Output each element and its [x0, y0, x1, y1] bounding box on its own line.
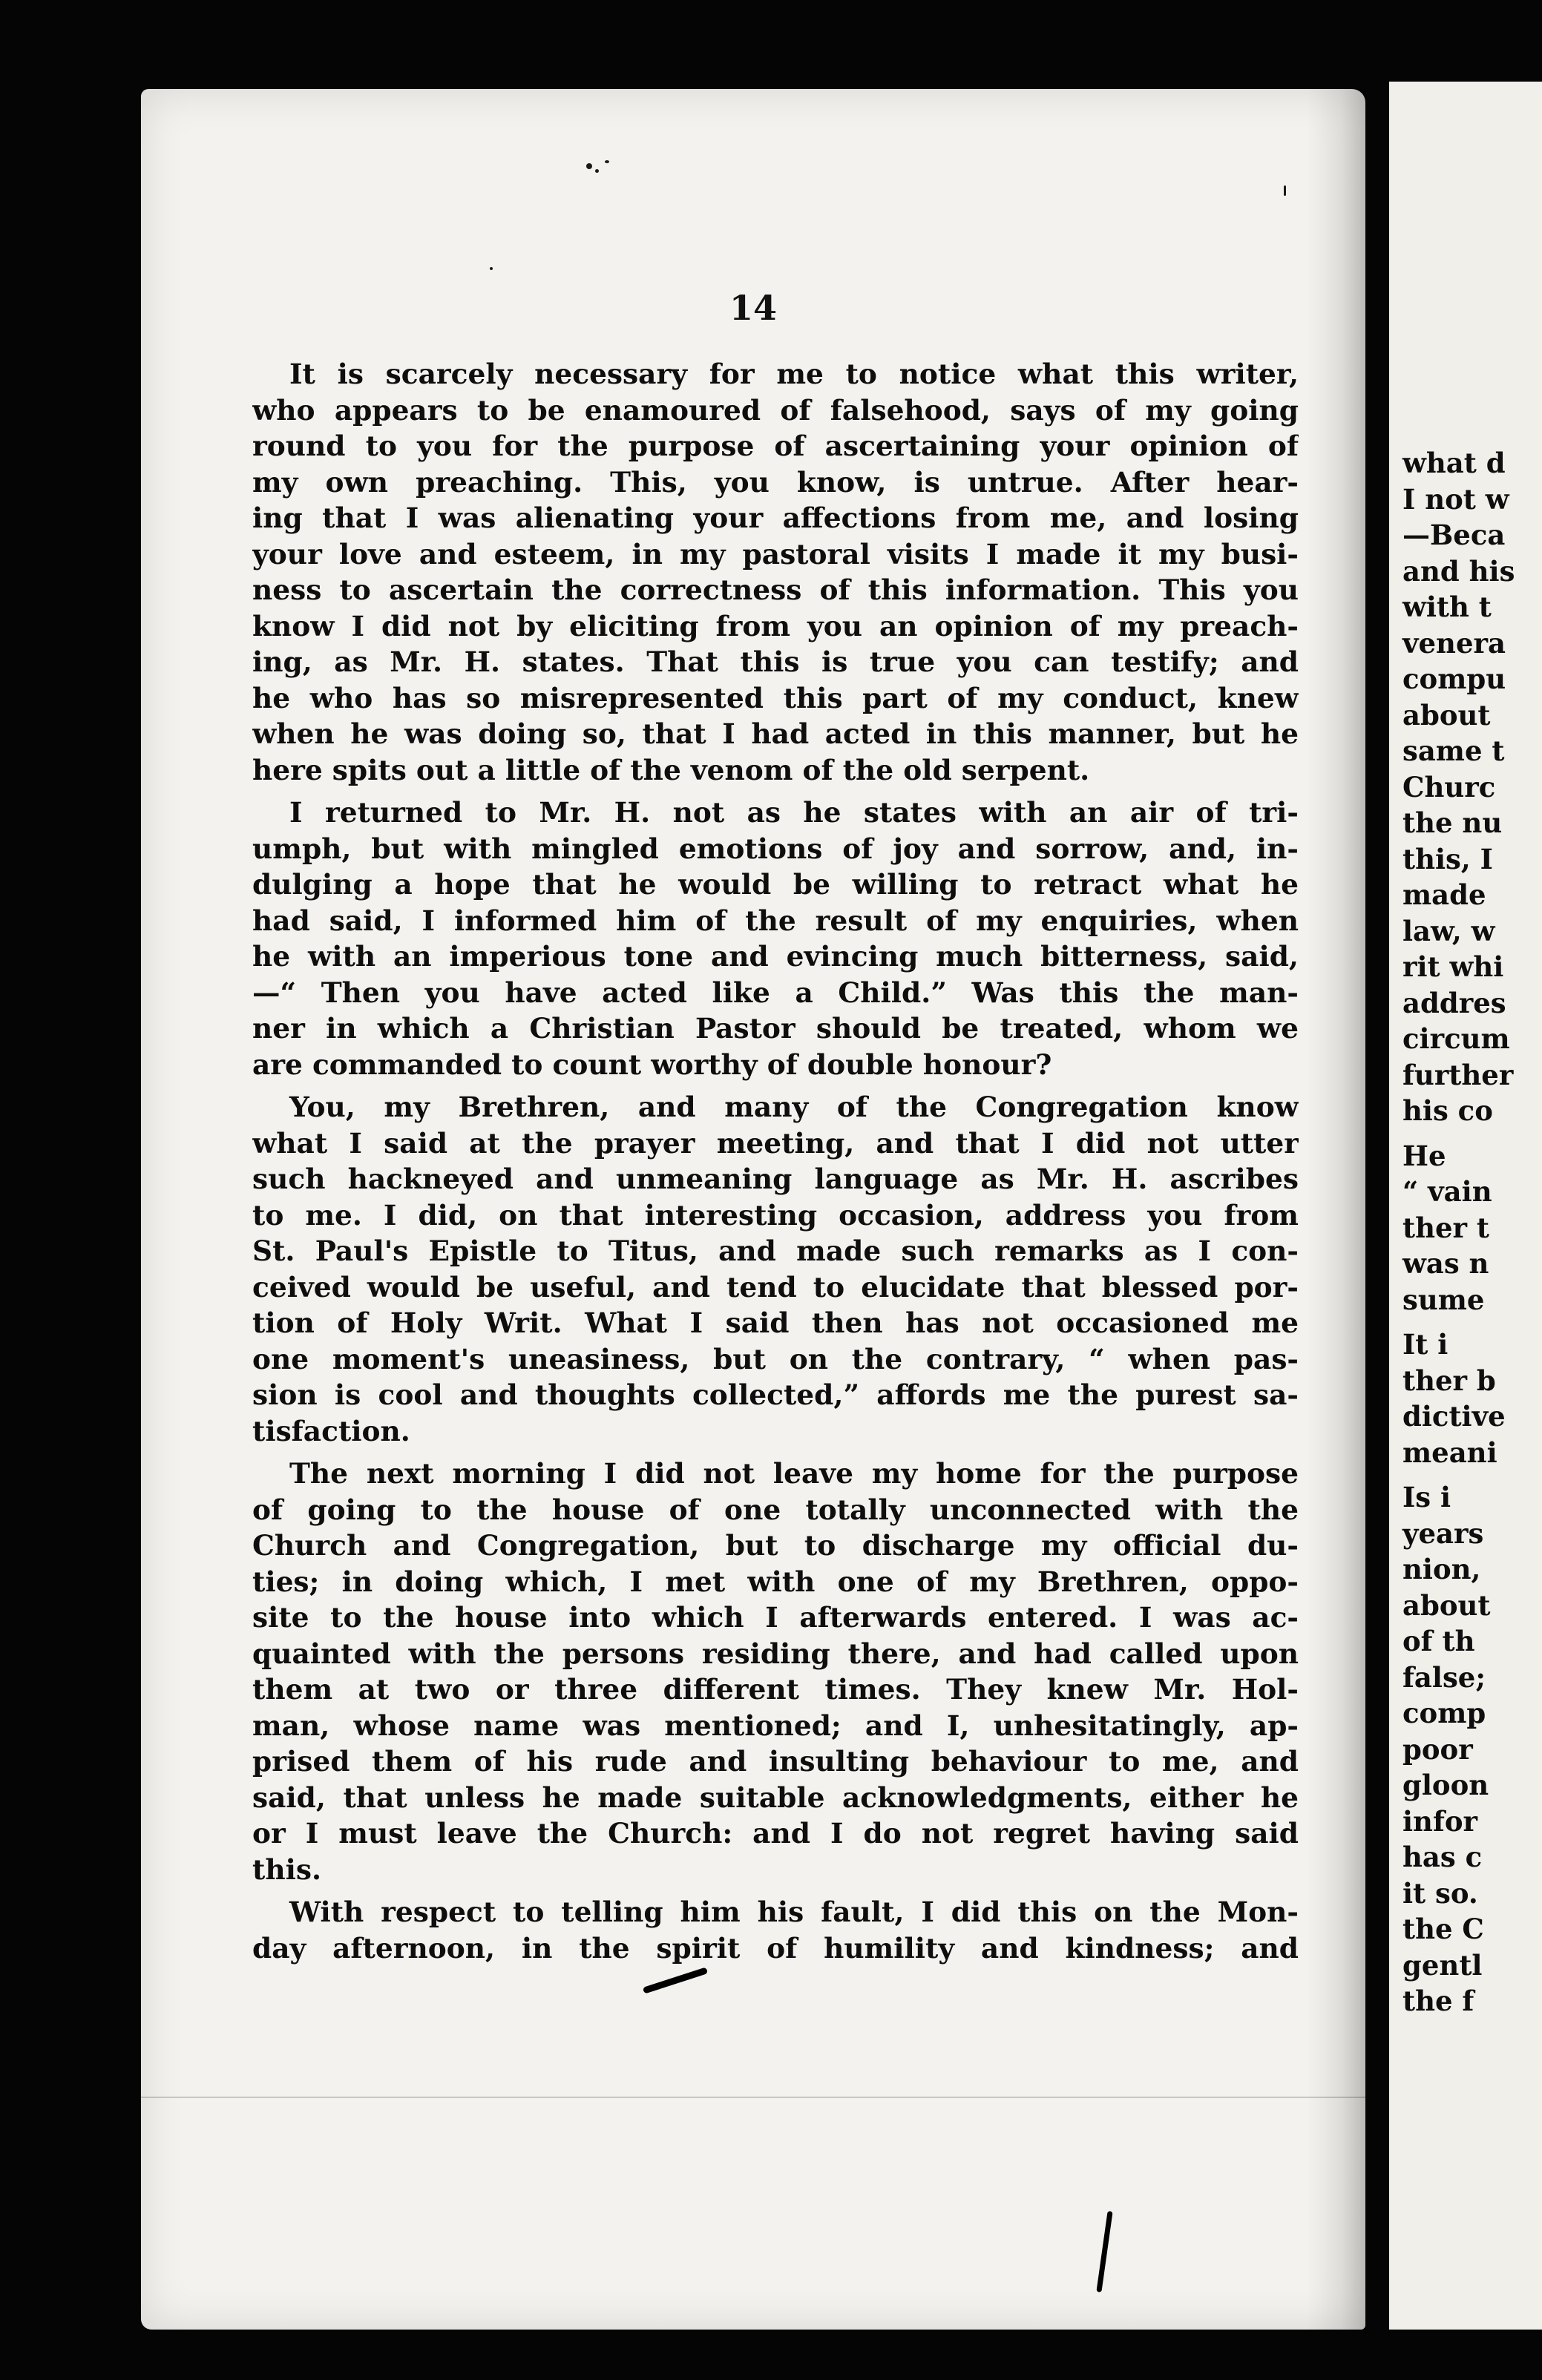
text-line: your love and esteem, in my pastoral visits I made it my busi- — [252, 537, 1299, 571]
text-line: day afternoon, in the spirit of humility and kindness; and — [252, 1931, 1299, 1965]
text-line: said, that unless he made suitable acknowledgments, either he — [252, 1781, 1299, 1814]
fragment-line: I not w — [1402, 482, 1509, 516]
text-line: With respect to telling him his fault, I did this on the Mon- — [289, 1896, 1299, 1928]
text-line: prised them of his rude and insulting behaviour to me, and — [252, 1745, 1299, 1778]
text-line: quainted with the persons residing there, and had called upon — [252, 1637, 1299, 1670]
text-line: ing, as Mr. H. states. That this is true you can testify; and — [252, 645, 1299, 678]
ink-speck — [490, 267, 493, 270]
fragment-line: nion, — [1402, 1553, 1481, 1585]
fragment-line: gentl — [1402, 1948, 1483, 1982]
text-line: round to you for the purpose of ascertaining your opinion of — [252, 430, 1299, 462]
fragment-gap — [1402, 1470, 1515, 1479]
fragment-line: compu — [1402, 663, 1506, 695]
paragraph-5 — [252, 1894, 1299, 1966]
gutter-shadow — [1306, 89, 1365, 2330]
text-line: had said, I informed him of the result of my enquiries, when — [252, 904, 1299, 937]
text-line: site to the house into which I afterwards entered. I was ac- — [252, 1601, 1299, 1634]
text-line: know I did not by eliciting from you an opinion of my preach- — [252, 609, 1299, 642]
ink-speck — [586, 163, 592, 169]
text-line: ceived would be useful, and tend to elucidate that blessed por- — [252, 1270, 1299, 1304]
fragment-line: venera — [1402, 626, 1506, 660]
fragment-line: circum — [1402, 1022, 1510, 1055]
page-number: 14 — [729, 288, 777, 328]
text-line: he with an imperious tone and evincing much bitterness, said, — [252, 940, 1299, 973]
text-line: them at two or three different times. They knew Mr. Hol- — [252, 1673, 1299, 1706]
fragment-line: ther b — [1402, 1364, 1496, 1397]
fragment-line: —Beca — [1402, 519, 1506, 551]
pen-stroke — [1096, 2211, 1112, 2292]
paragraph-4 — [252, 1456, 1299, 1887]
text-line: tisfaction. — [252, 1414, 410, 1447]
fragment-line: about — [1402, 698, 1491, 732]
fragment-line: ther t — [1402, 1211, 1489, 1244]
adjacent-page-text — [1402, 445, 1515, 2019]
text-line: when he was doing so, that I had acted in this manner, but he — [252, 717, 1299, 750]
text-line: —“ Then you have acted like a Child.” Was this the man- — [252, 976, 1299, 1009]
fragment-line: It i — [1402, 1328, 1449, 1361]
text-line: or I must leave the Church: and I do not regret having said — [252, 1817, 1299, 1850]
text-line: Church and Congregation, but to discharge my official du- — [252, 1529, 1299, 1562]
fragment-line: same t — [1402, 734, 1505, 767]
text-line: sion is cool and thoughts collected,” affords me the purest sa- — [252, 1378, 1299, 1411]
text-line: ties; in doing which, I met with one of my Brethren, oppo- — [252, 1565, 1299, 1598]
text-line: umph, but with mingled emotions of joy and sorrow, and, in- — [252, 832, 1299, 865]
text-line: tion of Holy Writ. What I said then has not occasioned me — [252, 1306, 1299, 1339]
fragment-line: with t — [1402, 591, 1492, 623]
fragment-line: and his — [1402, 554, 1515, 588]
fragment-line: further — [1402, 1058, 1514, 1091]
fragment-line: Churc — [1402, 770, 1496, 803]
fragment-line: what d — [1402, 447, 1506, 479]
text-line: ner in which a Christian Pastor should be treated, whom we — [252, 1012, 1299, 1045]
text-line: I returned to Mr. H. not as he states with an air of tri- — [289, 796, 1299, 829]
text-line: who appears to be enamoured of falsehood, says of my going — [252, 393, 1299, 427]
body-text — [252, 356, 1299, 1973]
fragment-line: comp — [1402, 1697, 1486, 1729]
fragment-line: the C — [1402, 1913, 1484, 1945]
fragment-line: the f — [1402, 1985, 1474, 2017]
text-line: are commanded to count worthy of double honour? — [252, 1048, 1052, 1081]
text-line: here spits out a little of the venom of the old serpent. — [252, 753, 1090, 786]
fragment-line: false; — [1402, 1660, 1486, 1694]
fragment-line: Is i — [1402, 1481, 1451, 1513]
fragment-line: poor — [1402, 1732, 1473, 1766]
text-line: The next morning I did not leave my home for the purpose — [289, 1457, 1299, 1490]
fragment-line: gloon — [1402, 1769, 1489, 1801]
fragment-line: of th — [1402, 1625, 1475, 1657]
text-line: man, whose name was mentioned; and I, unhesitatingly, ap- — [252, 1709, 1299, 1742]
text-line: St. Paul's Epistle to Titus, and made such remarks as I con- — [252, 1235, 1299, 1267]
scan-fold-line — [141, 2097, 1365, 2098]
fragment-line: was n — [1402, 1247, 1489, 1280]
paragraph-3 — [252, 1089, 1299, 1449]
text-line: he who has so misrepresented this part of my conduct, knew — [252, 681, 1299, 714]
fragment-line: rit whi — [1402, 950, 1504, 983]
fragment-line: this, I — [1402, 842, 1493, 875]
ink-speck — [1284, 185, 1286, 196]
fragment-line: He — [1402, 1139, 1446, 1172]
text-line: You, my Brethren, and many of the Congregation know — [289, 1091, 1299, 1123]
adjacent-page — [1389, 82, 1542, 2330]
text-line: my own preaching. This, you know, is untrue. After hear- — [252, 465, 1299, 499]
fragment-line: years — [1402, 1516, 1484, 1550]
fragment-line: has c — [1402, 1841, 1483, 1873]
fragment-gap — [1402, 1318, 1515, 1327]
fragment-line: law, w — [1402, 914, 1495, 947]
text-line: ing that I was alienating your affections from me, and losing — [252, 502, 1299, 534]
ink-speck — [595, 169, 599, 173]
fragment-gap — [1402, 1129, 1515, 1138]
fragment-line: about — [1402, 1588, 1491, 1622]
fragment-line: infor — [1402, 1804, 1478, 1838]
text-line: such hackneyed and unmeaning language as Mr. H. ascribes — [252, 1163, 1299, 1195]
fragment-line: his co — [1402, 1094, 1493, 1127]
text-line: dulging a hope that he would be willing to retract what he — [252, 868, 1299, 901]
paragraph-1 — [252, 356, 1299, 788]
text-line: this. — [252, 1853, 321, 1886]
text-line: one moment's uneasiness, but on the contrary, “ when pas- — [252, 1342, 1299, 1375]
fragment-line: dictive — [1402, 1400, 1506, 1433]
text-line: It is scarcely necessary for me to notice what this writer, — [289, 358, 1299, 390]
text-line: of going to the house of one totally unconnected with the — [252, 1493, 1299, 1526]
fragment-line: meani — [1402, 1436, 1497, 1469]
fragment-line: the nu — [1402, 806, 1503, 839]
text-line: to me. I did, on that interesting occasion, address you from — [252, 1198, 1299, 1232]
ink-speck — [605, 160, 609, 163]
paragraph-2 — [252, 795, 1299, 1082]
fragment-line: “ vain — [1402, 1175, 1492, 1208]
text-line: what I said at the prayer meeting, and that I did not utter — [252, 1126, 1299, 1160]
fragment-line: addres — [1402, 986, 1506, 1019]
fragment-line: made — [1402, 878, 1486, 911]
fragment-line: sume — [1402, 1283, 1485, 1316]
fragment-line: it so. — [1402, 1876, 1478, 1910]
text-line: ness to ascertain the correctness of this information. This you — [252, 573, 1299, 606]
